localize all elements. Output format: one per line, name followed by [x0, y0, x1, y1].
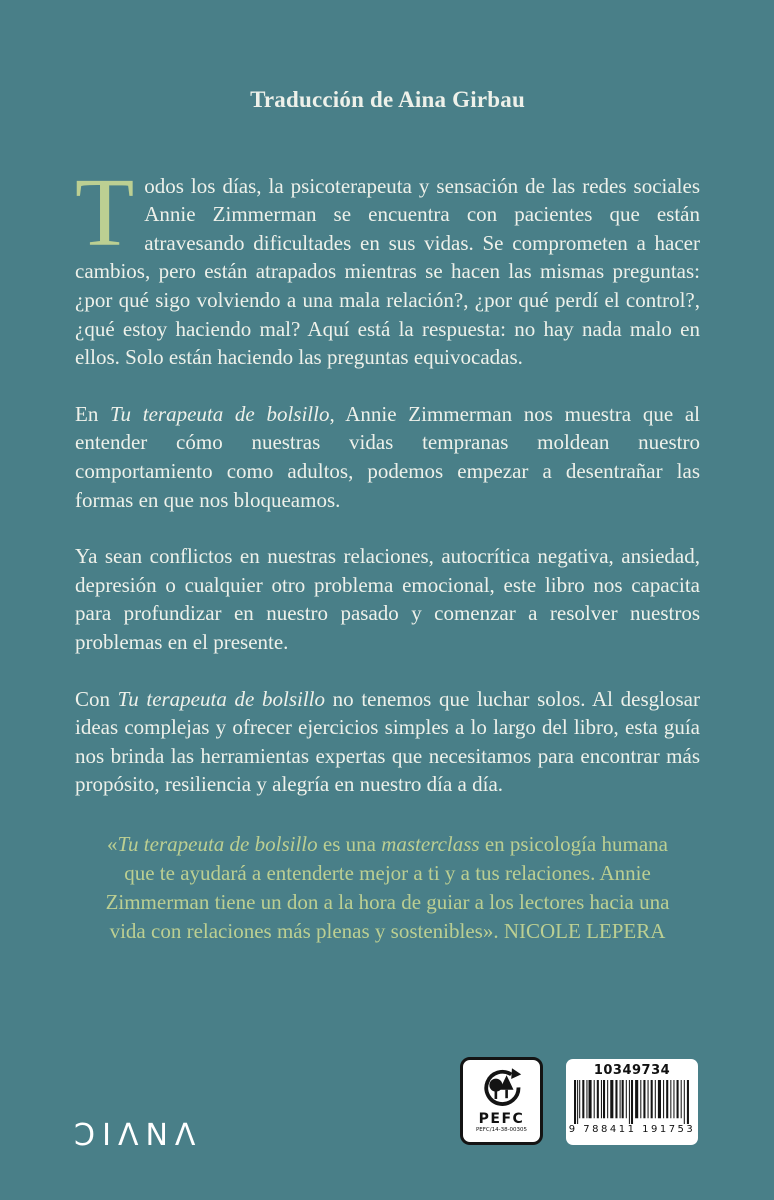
- synopsis-paragraph: Con Tu terapeuta de bolsillo no tenemos que luchar solos. Al desglosar ideas complejas y ofrecer ejercicios simples a lo largo del libro, esta guía nos brinda las herramientas expertas que necesitamos para encontrar más propósito, resiliencia y alegría en nuestro día a día.: [75, 686, 700, 797]
- barcode-badge: [566, 1059, 698, 1145]
- translation-credit: Traducción de Aina Girbau: [250, 87, 525, 112]
- synopsis-paragraph-text: odos los días, la psicoterapeuta y sensación de las redes sociales Annie Zimmerman se encuentra con pacientes que están atravesando dificultades en sus vidas. Se comprometen a hacer cambios, pero están atrapados mientras se hacen las mismas preguntas: ¿por qué sigo volviendo a una mala relación?, ¿por qué perdí el control?, ¿qué estoy haciendo mal? Aquí está la respuesta: no hay nada malo en ellos. Solo están haciendo las preguntas equivocadas.: [75, 173, 700, 370]
- diana-publisher-logo: ƆIΛNΛ: [74, 1118, 203, 1153]
- synopsis-paragraph: En Tu terapeuta de bolsillo, Annie Zimmerman nos muestra que al entender cómo nuestras vidas tempranas moldean nuestro comportamiento como adultos, podemos empezar a desentrañar las formas en que nos bloqueamos.: [75, 401, 700, 512]
- pefc-label: PEFC: [478, 1111, 525, 1128]
- barcode-top-number: 10349734: [593, 1063, 671, 1078]
- pefc-trees-icon: [479, 1067, 525, 1111]
- isbn-digits: 9 788411 191753: [568, 1123, 696, 1135]
- synopsis: [75, 158, 700, 799]
- synopsis-paragraph: [75, 158, 700, 372]
- pefc-certification-badge: [460, 1057, 543, 1145]
- pefc-code: PEFC/14-38-00305: [475, 1127, 528, 1134]
- drop-cap: T: [75, 158, 135, 266]
- synopsis-paragraph: Ya sean conflictos en nuestras relaciones, autocrítica negativa, ansiedad, depresión o cualquier otro problema emocional, este libro nos capacita para profundizar en nuestro pasado y comenzar a resolver nuestros problemas en el presente.: [75, 544, 700, 654]
- ean-barcode-icon: [574, 1080, 690, 1124]
- endorsement-quote: «Tu terapeuta de bolsillo es una masterclass en psicología humana que te ayudará a entenderte mejor a ti y a tus relaciones. Annie Zimmerman tiene un don a la hora de guiar a los lectores hacia una vida con relaciones más plenas y sostenibles». NICOLE LEPERA: [105, 831, 670, 943]
